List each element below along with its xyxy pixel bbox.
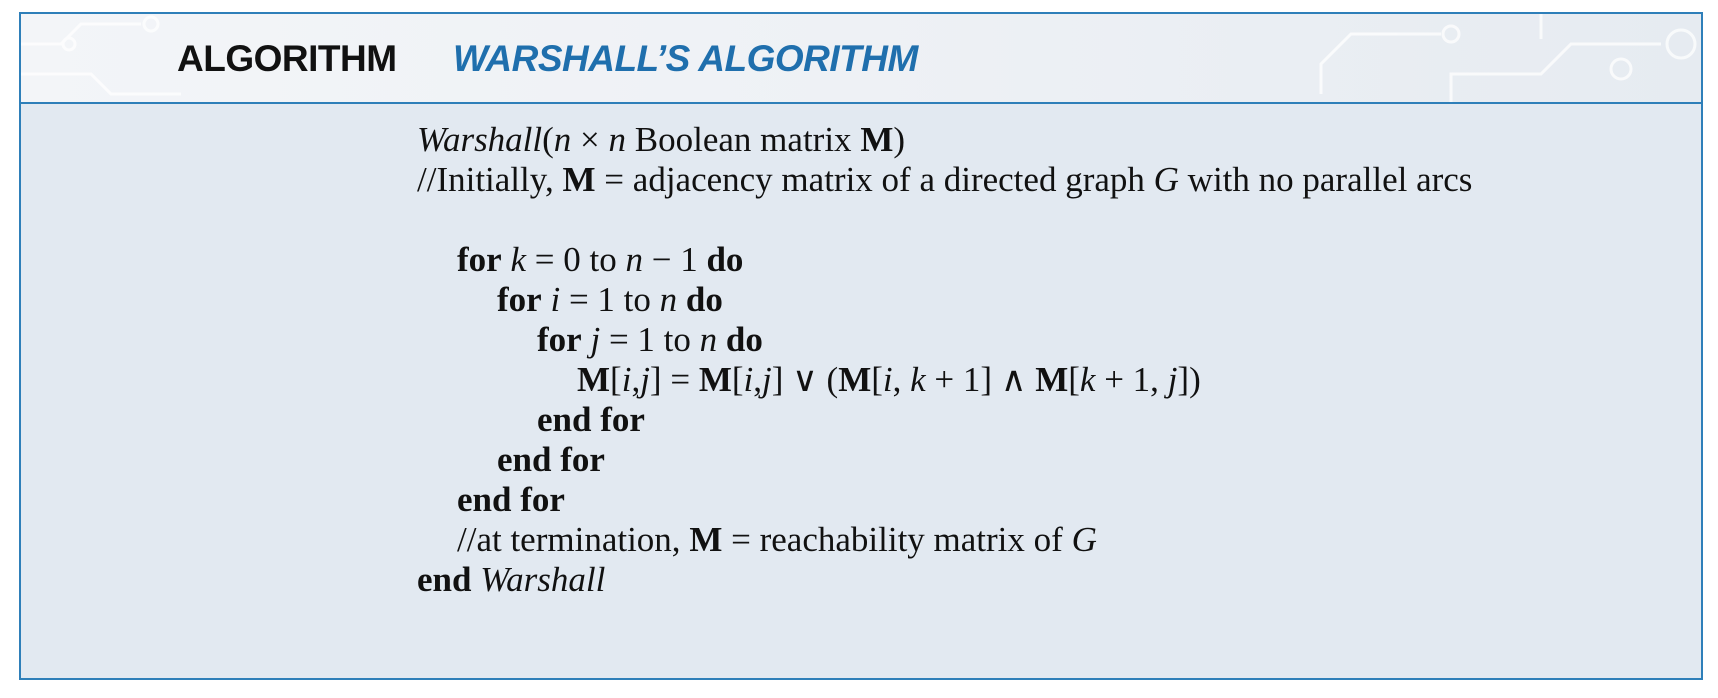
code-line-signature: Warshall(n × n Boolean matrix M) [417, 120, 906, 159]
code-line-for-k: for k = 0 to n − 1 do [457, 240, 744, 279]
code-line-update: M[i,j] = M[i,j] ∨ (M[i, k + 1] ∧ M[k + 1, j]) [577, 360, 1201, 399]
code-line-for-j: for j = 1 to n do [537, 320, 763, 359]
algorithm-box [19, 12, 1703, 680]
code-line-for-i: for i = 1 to n do [497, 280, 723, 319]
code-line-comment-initial: //Initially, M = adjacency matrix of a directed graph G with no parallel arcs [417, 160, 1473, 199]
algorithm-header [21, 14, 1701, 104]
algorithm-title: WARSHALL’S ALGORITHM [453, 38, 918, 79]
code-line-end-for-i: end for [497, 440, 605, 479]
algorithm-label: ALGORITHM [177, 38, 397, 79]
code-line-end-for-j: end for [537, 400, 645, 439]
code-line-end-warshall: end Warshall [417, 560, 606, 599]
code-line-end-for-k: end for [457, 480, 565, 519]
code-line-comment-termination: //at termination, M = reachability matrix of G [457, 520, 1097, 559]
